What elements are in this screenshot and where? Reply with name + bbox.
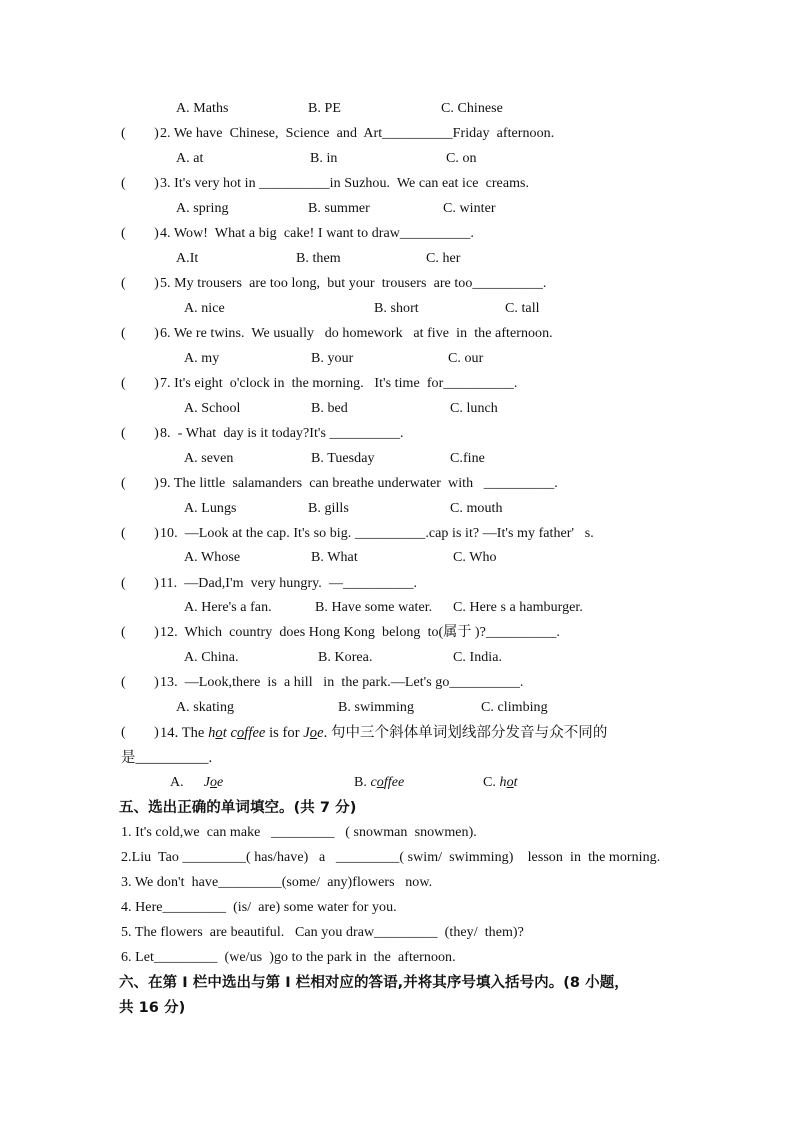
option-word-part: c (370, 775, 377, 790)
option-label: B. (354, 775, 371, 790)
option-word-part: t (513, 775, 518, 790)
option-c: C. our (448, 351, 484, 366)
option-b: B. swimming (338, 700, 415, 715)
option-a: A. Whose (184, 550, 241, 565)
option-b: B. What (311, 550, 358, 565)
q14-word-joe (303, 725, 323, 741)
q14-prefix: 14. The (160, 725, 209, 741)
q14-word-hot-underlined: o (215, 725, 223, 741)
option-label: A. (170, 775, 184, 790)
answer-bracket[interactable]: ( ) (121, 126, 159, 141)
answer-bracket[interactable]: ( ) (121, 276, 159, 291)
option-word-underlined: o (376, 775, 384, 790)
answer-bracket[interactable]: ( ) (121, 675, 159, 690)
option-b: B. Have some water. (315, 600, 433, 615)
option-b: B. summer (308, 201, 370, 216)
q14-option-b (354, 773, 404, 793)
section-5-item: 4. Here_________ (is/ are) some water for you. (121, 900, 397, 915)
option-c: C. mouth (450, 501, 503, 516)
question-text: 10. —Look at the cap. It's so big. __________.cap is it? —It's my father' s. (160, 526, 594, 541)
answer-bracket[interactable]: ( ) (121, 625, 159, 640)
question-text: 2. We have Chinese, Science and Art__________Friday afternoon. (160, 126, 555, 141)
question-text: 12. Which country does Hong Kong belong to(属于 )?__________. (160, 625, 560, 640)
question-text: 8. - What day is it today?It's __________. (160, 426, 404, 441)
question-text: 6. We re twins. We usually do homework at five in the afternoon. (160, 326, 553, 341)
option-a: A. School (184, 401, 241, 416)
q14-mid: is for (265, 725, 304, 741)
section-5-item: 3. We don't have_________(some/ any)flowers now. (121, 875, 433, 890)
answer-bracket[interactable]: ( ) (121, 476, 159, 491)
option-b: B. in (310, 151, 338, 166)
section-5-item: 6. Let_________ (we/us )go to the park in the afternoon. (121, 950, 456, 965)
question-text: 5. My trousers are too long, but your trousers are too__________. (160, 276, 547, 291)
section-5-heading: 五、选出正确的单词填空。(共 7 分) (119, 800, 357, 816)
section-6-heading-line2: 共 16 分) (119, 1000, 186, 1016)
option-b: B. your (311, 351, 354, 366)
option-c: C. winter (443, 201, 496, 216)
option-a: A. spring (176, 201, 229, 216)
section-5-item: 2.Liu Tao _________( has/have) a _________( swim/ swimming) lesson in the morning. (121, 850, 661, 865)
option-a: A. seven (184, 451, 234, 466)
option-word-part: J (203, 775, 210, 790)
option-b: B. gills (308, 501, 349, 516)
answer-bracket[interactable]: ( ) (121, 576, 159, 591)
q14-option-a (170, 773, 223, 793)
answer-bracket[interactable]: ( ) (121, 426, 159, 441)
option-c: C. Who (453, 550, 497, 565)
q14-word-coffee-part: c (230, 725, 237, 741)
q14-word-hot-part: h (208, 725, 216, 741)
option-b: B. Tuesday (311, 451, 375, 466)
q14-option-c (483, 773, 518, 793)
option-b: B. bed (311, 401, 348, 416)
option-word-part: e (217, 775, 224, 790)
answer-bracket[interactable]: ( ) (121, 526, 159, 541)
q1-option-b: B. PE (308, 101, 341, 116)
option-b: B. them (296, 251, 341, 266)
option-word-part: h (499, 775, 507, 790)
section-5-item: 1. It's cold,we can make _________ ( snowman snowmen). (121, 825, 477, 840)
option-a: A. Here's a fan. (184, 600, 272, 615)
option-b: B. short (374, 301, 419, 316)
option-c: C.fine (450, 451, 485, 466)
option-c: C. lunch (450, 401, 498, 416)
q14-word-hot (208, 725, 227, 741)
section-6-heading: 六、在第 I 栏中选出与第 I 栏相对应的答语,并将其序号填入括号内。(8 小题， (119, 975, 629, 991)
q14-word-coffee-part: ffee (244, 725, 266, 741)
option-word-underlined: o (506, 775, 514, 790)
option-a: A. Lungs (184, 501, 237, 516)
option-c: C. Here s a hamburger. (453, 600, 583, 615)
option-a: A. skating (176, 700, 235, 715)
option-label: C. (483, 775, 500, 790)
option-b: B. Korea. (318, 650, 373, 665)
section-5-item: 5. The flowers are beautiful. Can you draw_________ (they/ them)? (121, 925, 524, 940)
answer-bracket[interactable]: ( ) (121, 226, 159, 241)
question-14-text (160, 723, 607, 743)
q14-word-coffee-underlined: o (236, 725, 245, 741)
question-text: 11. —Dad,I'm very hungry. —__________. (160, 576, 418, 591)
option-a: A. nice (184, 301, 225, 316)
q14-word-joe-underlined: o (309, 725, 318, 741)
q1-option-a: A. Maths (176, 101, 229, 116)
option-c: C. India. (453, 650, 503, 665)
option-a: A.It (176, 251, 199, 266)
q14-word-joe-part: J (303, 725, 310, 741)
question-14-line2: 是__________. (121, 750, 213, 766)
option-c: C. her (426, 251, 461, 266)
answer-bracket[interactable]: ( ) (121, 725, 159, 740)
option-a: A. my (184, 351, 220, 366)
answer-bracket[interactable]: ( ) (121, 176, 159, 191)
option-word-underlined: o (209, 775, 218, 790)
option-c: C. tall (505, 301, 540, 316)
answer-bracket[interactable]: ( ) (121, 326, 159, 341)
option-c: C. climbing (481, 700, 548, 715)
q14-suffix: . 句中三个斜体单词划线部分发音与众不同的 (323, 725, 608, 741)
q1-option-c: C. Chinese (441, 101, 503, 116)
question-text: 4. Wow! What a big cake! I want to draw__________. (160, 226, 474, 241)
option-c: C. on (446, 151, 477, 166)
option-a: A. China. (184, 650, 239, 665)
q14-word-hot-part: t (222, 725, 227, 741)
option-a: A. at (176, 151, 204, 166)
q14-word-coffee (230, 725, 265, 741)
question-text: 13. —Look,there is a hill in the park.—Let's go__________. (160, 675, 524, 690)
question-text: 7. It's eight o'clock in the morning. It's time for__________. (160, 376, 518, 391)
answer-bracket[interactable]: ( ) (121, 376, 159, 391)
option-word-part: ffee (383, 775, 405, 790)
question-text: 3. It's very hot in __________in Suzhou. We can eat ice creams. (160, 176, 530, 191)
q14-word-joe-part: e (317, 725, 324, 741)
question-text: 9. The little salamanders can breathe underwater with __________. (160, 476, 558, 491)
